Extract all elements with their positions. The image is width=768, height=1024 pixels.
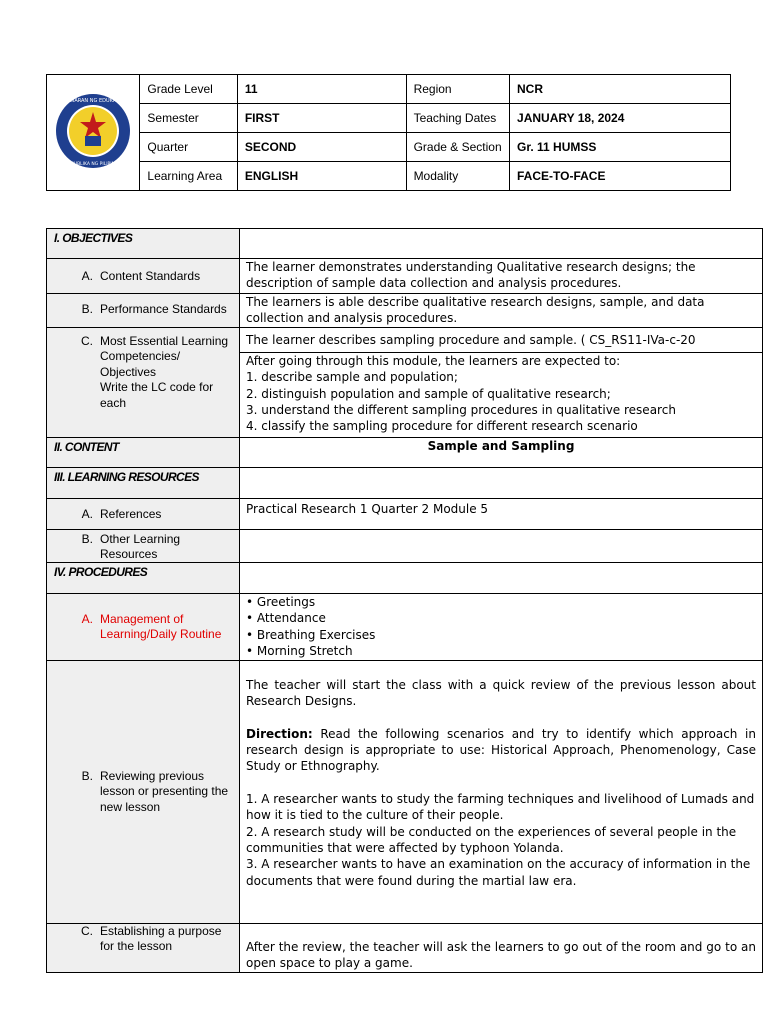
other-resources-letter: B. <box>81 531 93 546</box>
other-resources-empty-cell <box>240 529 763 562</box>
melc-item: 2. distinguish population and sample of qualitative research; <box>246 386 611 401</box>
other-resources-label-line1: Other Learning <box>100 531 181 546</box>
management-label-cell <box>47 593 240 660</box>
review-label-line1: Reviewing previous <box>100 768 205 783</box>
direction-label: Direction: <box>246 726 313 741</box>
review-content-cell <box>240 660 763 923</box>
purpose-letter: C. <box>81 923 93 938</box>
purpose-label-cell <box>47 923 240 972</box>
direction-text: Read the following scenarios and try to identify which approach in research design is appropriate to use: Historical Approach, Phenomenology, Case Study or Ethnography. <box>246 726 756 774</box>
performance-standards-text: The learners is able describe qualitative research designs, sample, and data collection and analysis procedures. <box>240 294 763 328</box>
procedures-empty-cell <box>240 562 763 593</box>
melc-objectives-cell <box>240 352 763 437</box>
teaching-dates-value: JANUARY 18, 2024 <box>510 104 731 133</box>
learning-resources-heading: III. LEARNING RESOURCES <box>47 467 240 498</box>
scenario-3-line2: documents that were found during the martial law era. <box>246 873 577 888</box>
content-heading: II. CONTENT <box>47 437 240 467</box>
review-letter: B. <box>81 768 93 783</box>
quarter-value: SECOND <box>237 133 406 162</box>
melc-label-line5: each <box>100 395 127 410</box>
melc-label-line3: Objectives <box>100 364 157 379</box>
learning-area-value: ENGLISH <box>237 162 406 191</box>
content-value: Sample and Sampling <box>240 437 763 467</box>
purpose-label-line2: for the lesson <box>100 938 173 953</box>
teaching-dates-label: Teaching Dates <box>406 104 509 133</box>
melc-item: 1. describe sample and population; <box>246 370 458 385</box>
melc-label-line2: Competencies/ <box>100 349 181 364</box>
content-standards-letter: A. <box>81 269 93 283</box>
melc-letter: C. <box>81 333 93 348</box>
purpose-label-line1: Establishing a purpose <box>100 923 222 938</box>
references-value: Practical Research 1 Quarter 2 Module 5 <box>240 498 763 529</box>
scenario-2-line1: 2. A research study will be conducted on the experiences of several people in the <box>246 824 737 839</box>
lesson-plan-table <box>46 228 763 973</box>
semester-label: Semester <box>140 104 237 133</box>
review-intro: The teacher will start the class with a quick review of the previous lesson about Research Designs. <box>246 677 756 709</box>
references-letter: A. <box>81 506 93 521</box>
performance-standards-label-cell <box>47 294 240 328</box>
review-label-line3: new lesson <box>100 799 161 814</box>
deped-seal-cell <box>47 75 140 191</box>
review-direction <box>246 726 756 775</box>
routine-item: • Attendance <box>246 611 326 626</box>
melc-label-cell <box>47 327 240 437</box>
content-standards-text: The learner demonstrates understanding Qualitative research designs; the description of sample data collection and analysis procedures. <box>240 259 763 294</box>
management-routine-list <box>240 593 763 660</box>
grade-level-value: 11 <box>237 75 406 104</box>
scenario-1-line1: 1. A researcher wants to study the farming techniques and livelihood of Lumads and <box>246 791 755 806</box>
other-resources-label-cell <box>47 529 240 562</box>
objectives-heading: I. OBJECTIVES <box>47 229 240 259</box>
learning-area-label: Learning Area <box>140 162 237 191</box>
objectives-empty-cell <box>240 229 763 259</box>
scenario-2-line2: communities that were affected by typhoon Yolanda. <box>246 841 564 856</box>
scenario-1-line2: how it is tied to the culture of their people. <box>246 808 504 823</box>
scenario-3-line1: 3. A researcher wants to have an examination on the accuracy of information in the <box>246 857 751 872</box>
grade-level-label: Grade Level <box>140 75 237 104</box>
melc-intro: After going through this module, the learners are expected to: <box>246 353 621 368</box>
learning-resources-empty-cell <box>240 467 763 498</box>
routine-item: • Breathing Exercises <box>246 627 376 642</box>
grade-section-label: Grade & Section <box>406 133 509 162</box>
purpose-text: After the review, the teacher will ask the learners to go out of the room and go to an open space to play a game. <box>240 923 763 972</box>
header-table <box>46 74 731 191</box>
content-standards-label: Content Standards <box>100 269 201 283</box>
quarter-label: Quarter <box>140 133 237 162</box>
melc-label-line1: Most Essential Learning <box>100 333 229 348</box>
deped-seal-logo <box>54 92 132 170</box>
svg-text:KAGAWARAN NG EDUKASYON: KAGAWARAN NG EDUKASYON <box>56 98 131 104</box>
procedures-heading: IV. PROCEDURES <box>47 562 240 593</box>
other-resources-label-line2: Resources <box>100 546 158 561</box>
modality-value: FACE-TO-FACE <box>510 162 731 191</box>
region-value: NCR <box>510 75 731 104</box>
melc-competency: The learner describes sampling procedure and sample. ( CS_RS11-IVa-c-20 <box>240 327 763 352</box>
modality-label: Modality <box>406 162 509 191</box>
performance-standards-label: Performance Standards <box>100 302 227 316</box>
references-label-cell <box>47 498 240 529</box>
content-standards-label-cell <box>47 259 240 294</box>
routine-item: • Greetings <box>246 594 316 609</box>
management-label-line2: Learning/Daily Routine <box>100 627 222 642</box>
management-label-line1: Management of <box>100 611 184 626</box>
management-letter: A. <box>81 611 93 626</box>
routine-item: • Morning Stretch <box>246 644 353 659</box>
semester-value: FIRST <box>237 104 406 133</box>
region-label: Region <box>406 75 509 104</box>
melc-label-line4: Write the LC code for <box>100 380 214 395</box>
svg-text:REPUBLIKA NG PILIPINAS: REPUBLIKA NG PILIPINAS <box>65 162 122 167</box>
review-label-cell <box>47 660 240 923</box>
performance-standards-letter: B. <box>81 302 93 316</box>
review-label-line2: lesson or presenting the <box>100 784 229 799</box>
melc-item: 3. understand the different sampling procedures in qualitative research <box>246 403 676 418</box>
references-label: References <box>100 506 162 521</box>
grade-section-value: Gr. 11 HUMSS <box>510 133 731 162</box>
melc-item: 4. classify the sampling procedure for different research scenario <box>246 419 638 434</box>
